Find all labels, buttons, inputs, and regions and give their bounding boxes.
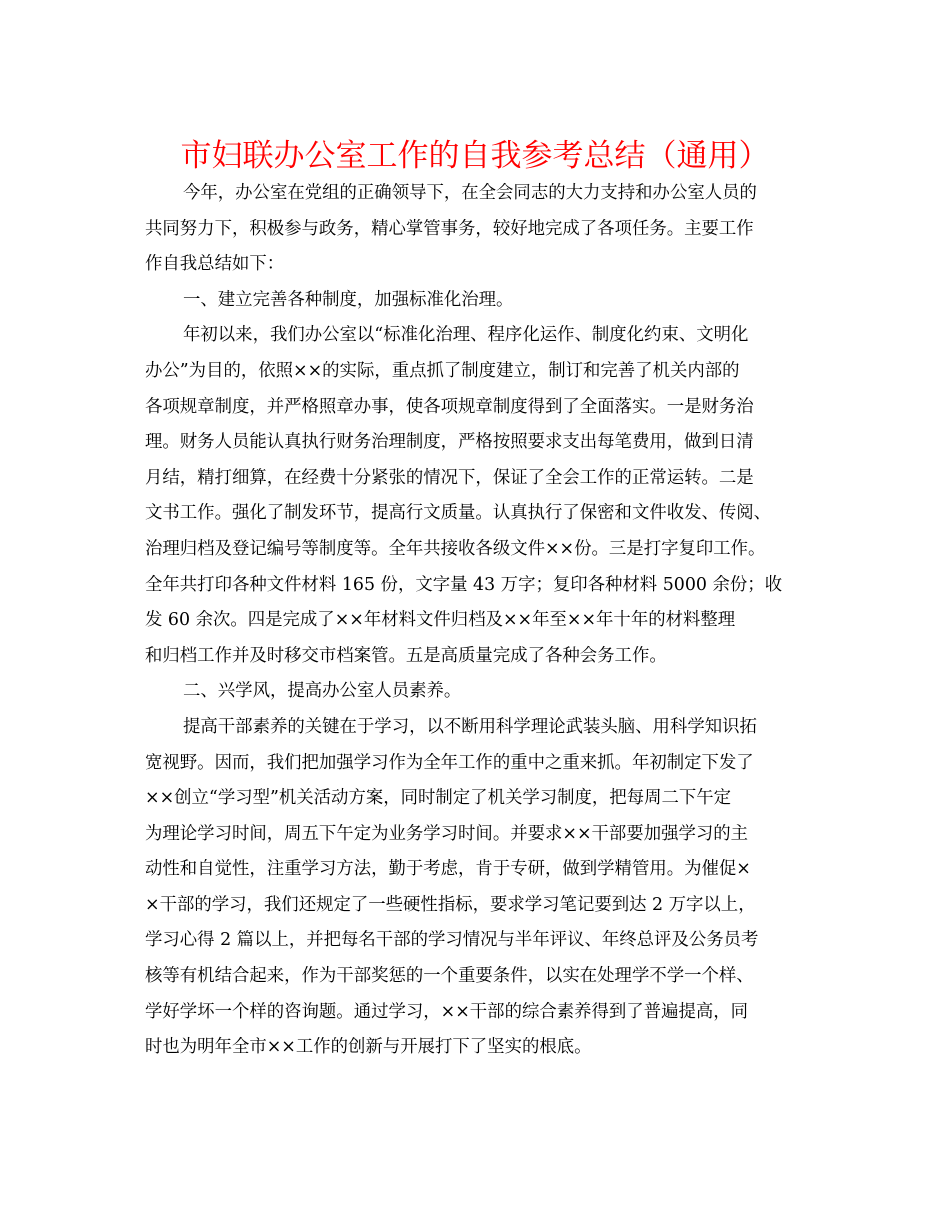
body-line: 治理归档及登记编号等制度等。全年共接收各级文件××份。三是打字复印工作。: [145, 538, 766, 559]
body-line: ××创立“学习型”机关活动方案，同时制定了机关学习制度，把每周二下午定: [145, 788, 732, 809]
document-title: 市妇联办公室工作的自我参考总结（通用）: [180, 138, 770, 174]
body-line: ×干部的学习，我们还规定了一些硬性指标，要求学习笔记要到达 2 万字以上，: [145, 894, 756, 915]
body-line: 全年共打印各种文件材料 165 份，文字量 43 万字；复印各种材料 5000 余份；收: [145, 574, 783, 595]
body-line: 年初以来，我们办公室以“标准化治理、程序化运作、制度化约束、文明化: [183, 325, 749, 346]
body-line: 核等有机结合起来，作为干部奖惩的一个重要条件，以实在处理学不学一个样、: [145, 966, 754, 987]
body-line: 二、兴学风，提高办公室人员素养。: [183, 681, 462, 702]
body-line: 动性和自觉性，注重学习方法，勤于考虑，肯于专研，做到学精管用。为催促×: [145, 859, 751, 880]
body-line: 时也为明年全市××工作的创新与开展打下了坚实的根底。: [145, 1037, 592, 1058]
body-line: 宽视野。因而，我们把加强学习作为全年工作的重中之重来抓。年初制定下发了: [145, 752, 754, 773]
body-line: 今年，办公室在党组的正确领导下，在全会同志的大力支持和办公室人员的: [183, 183, 757, 203]
body-line: 办公”为目的，依照××的实际，重点抓了制度建立，制订和完善了机关内部的: [145, 360, 740, 381]
body-line: 月结，精打细算，在经费十分紧张的情况下，保证了全会工作的正常运转。二是: [145, 467, 754, 488]
body-line: 作自我总结如下：: [145, 254, 285, 275]
body-line: 理。财务人员能认真执行财务治理制度，严格按照要求支出每笔费用，做到日清: [145, 432, 754, 453]
body-line: 发 60 余次。四是完成了××年材料文件归档及××年至××年十年的材料整理: [145, 610, 736, 631]
body-line: 文书工作。强化了制发环节，提高行文质量。认真执行了保密和文件收发、传阅、: [145, 503, 772, 524]
body-line: 提高干部素养的关键在于学习，以不断用科学理论武装头脑、用科学知识拓: [183, 716, 757, 737]
body-line: 学习心得 2 篇以上，并把每名干部的学习情况与半年评议、年终总评及公务员考: [145, 930, 759, 951]
body-line: 学好学坏一个样的咨询题。通过学习，××干部的综合素养得到了普遍提高，同: [145, 1001, 749, 1022]
body-line: 和归档工作并及时移交市档案管。五是高质量完成了各种会务工作。: [145, 645, 667, 666]
body-line: 为理论学习时间，周五下午定为业务学习时间。并要求××干部要加强学习的主: [145, 823, 749, 844]
body-line: 共同努力下，积极参与政务，精心掌管事务，较好地完成了各项任务。主要工作: [145, 218, 754, 239]
body-line: 一、建立完善各种制度，加强标准化治理。: [183, 289, 514, 310]
body-line: 各项规章制度，并严格照章办事，使各项规章制度得到了全面落实。一是财务治: [145, 396, 754, 417]
document-body: [145, 176, 805, 1066]
